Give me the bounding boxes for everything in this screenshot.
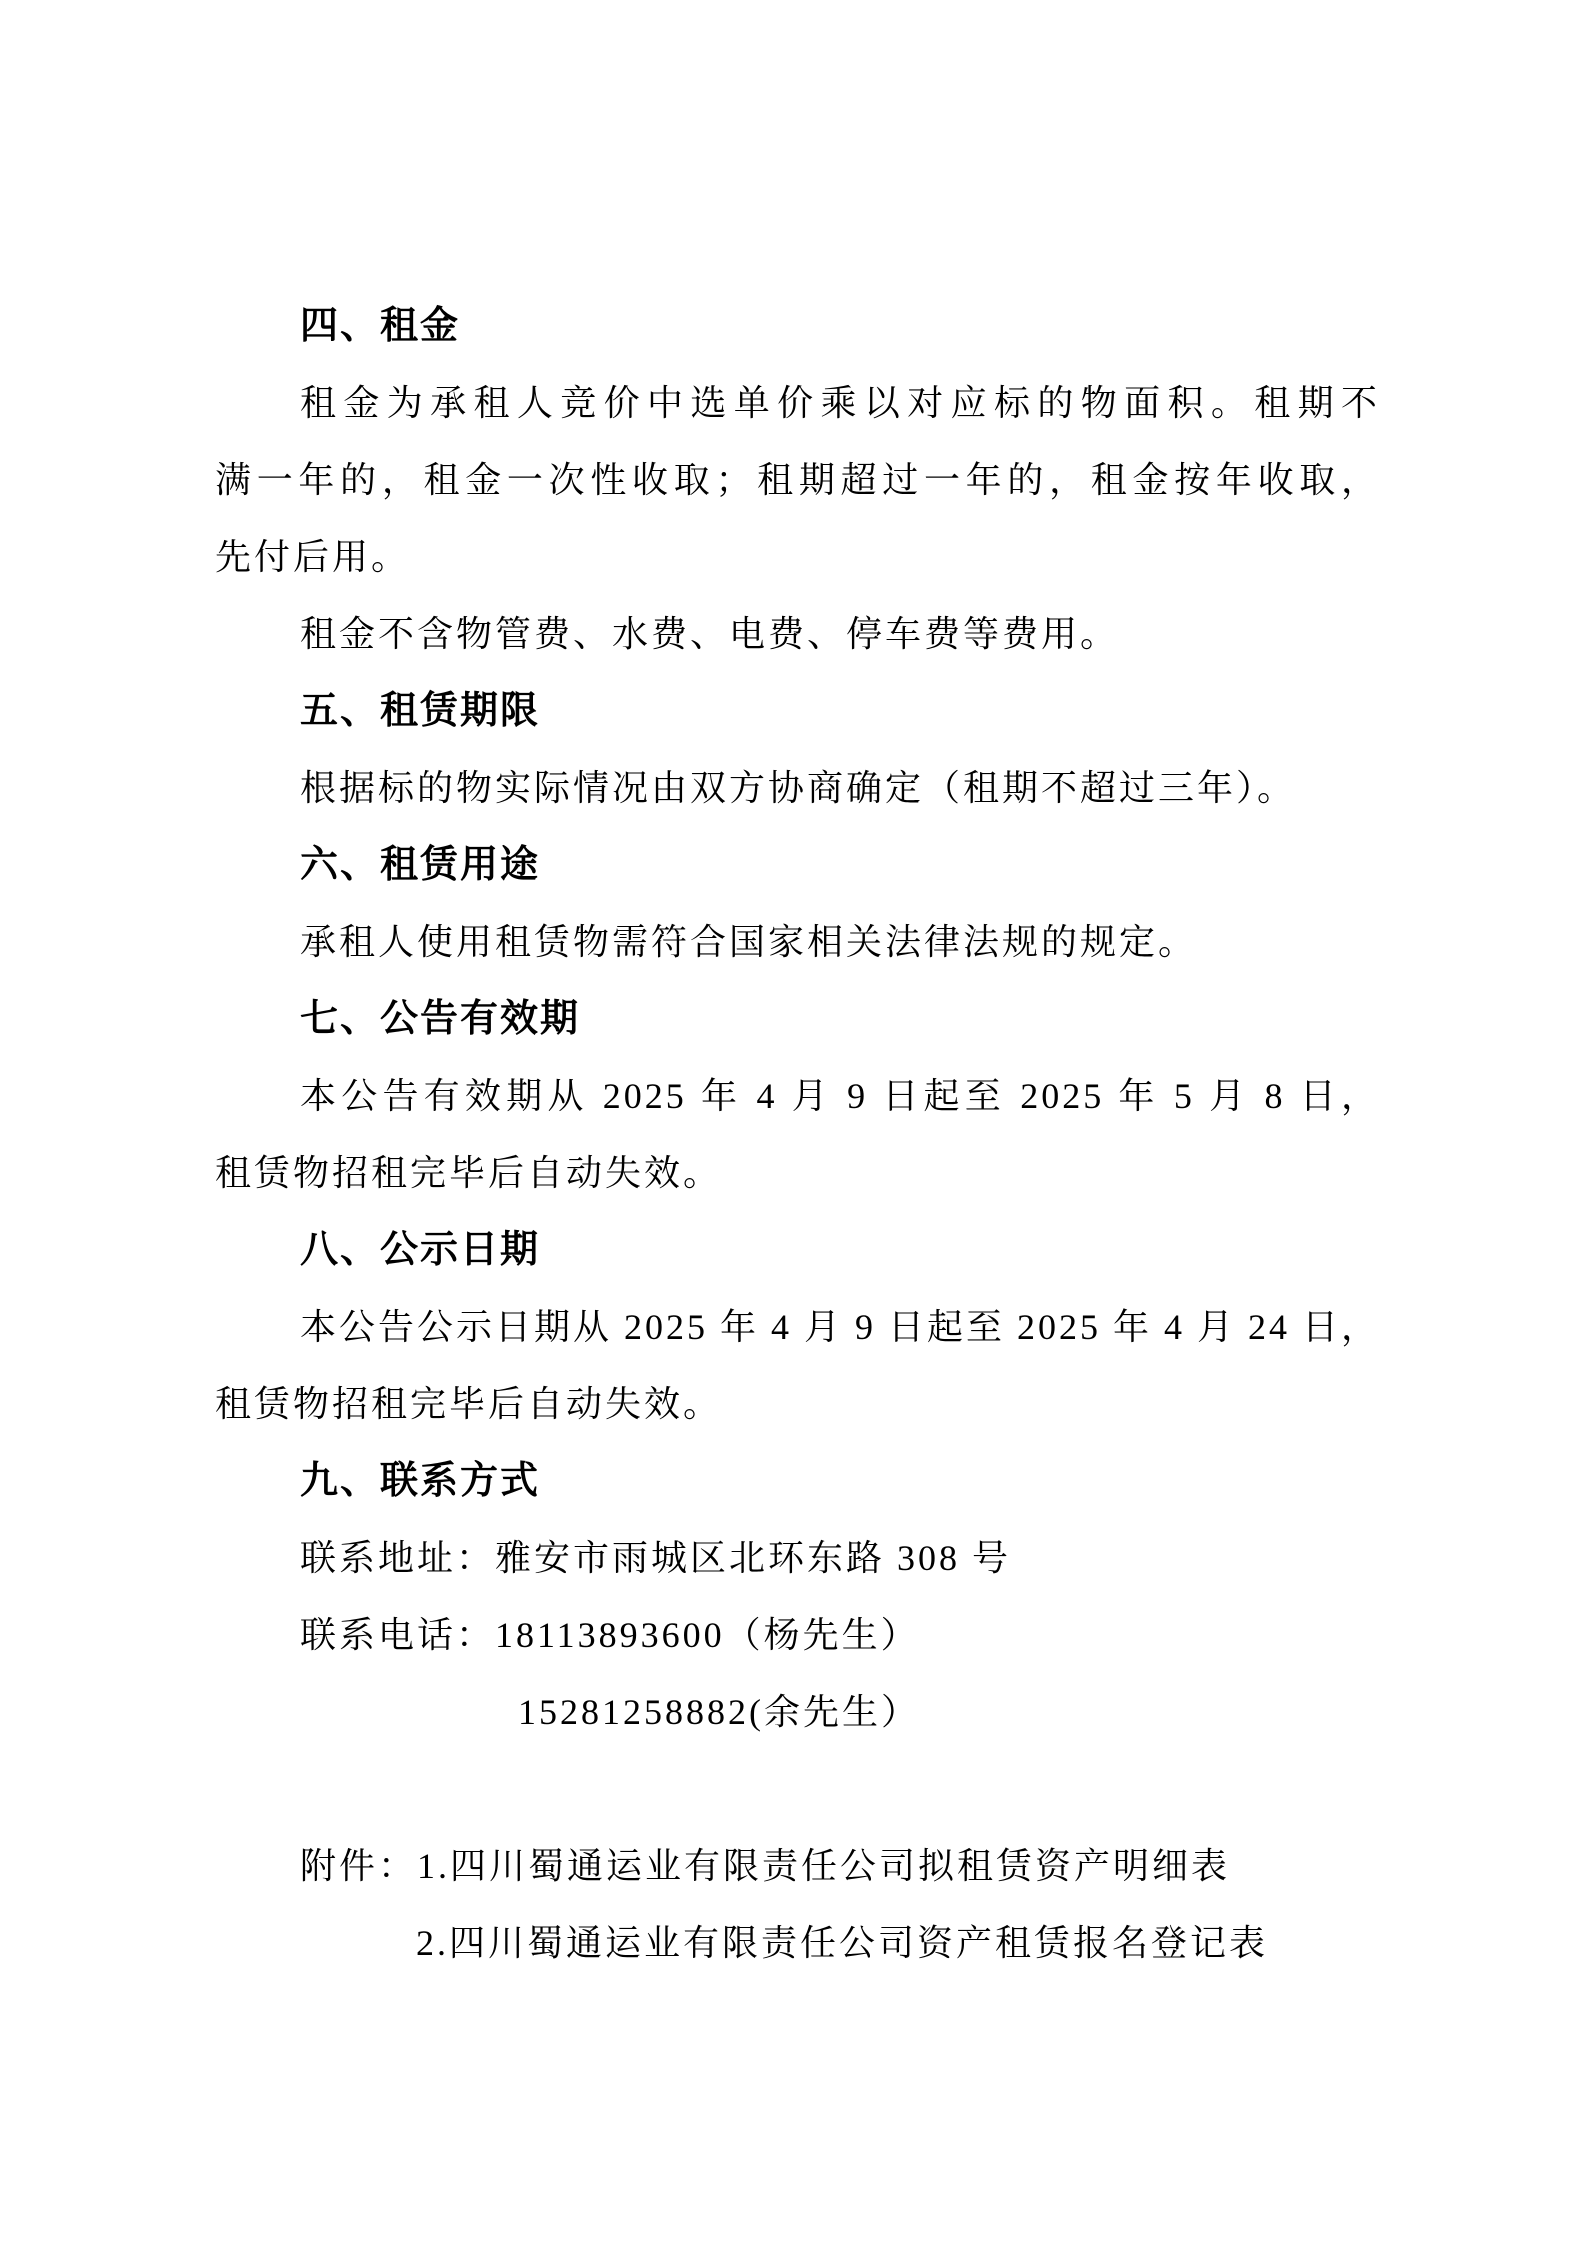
paragraph-line: 本公告公示日期从 2025 年 4 月 9 日起至 2025 年 4 月 24 日， bbox=[300, 1307, 1381, 1347]
paragraph-line: 租金为承租人竞价中选单价乘以对应标的物面积。租期不 bbox=[300, 383, 1380, 423]
paragraph-line: 本公告有效期从 2025 年 4 月 9 日起至 2025 年 5 月 8 日， bbox=[300, 1076, 1380, 1116]
contact-address-line: 联系地址：雅安市雨城区北环东路 308 号 bbox=[300, 1538, 1012, 1578]
heading-rent: 四、租金 bbox=[300, 305, 461, 347]
paragraph-line: 租赁物招租完毕后自动失效。 bbox=[215, 1384, 723, 1424]
paragraph-line: 满一年的，租金一次性收取；租期超过一年的，租金按年收取， bbox=[215, 460, 1380, 500]
contact-phone-line-2: 15281258882(余先生） bbox=[518, 1692, 920, 1732]
heading-contact-info: 九、联系方式 bbox=[300, 1460, 541, 1502]
attachment-line-2: 2.四川蜀通运业有限责任公司资产租赁报名登记表 bbox=[416, 1923, 1269, 1963]
blank-line bbox=[215, 1751, 1380, 1828]
heading-lease-use: 六、租赁用途 bbox=[300, 844, 541, 886]
contact-phone-line-1: 联系电话：18113893600（杨先生） bbox=[300, 1615, 920, 1655]
paragraph-line: 租金不含物管费、水费、电费、停车费等费用。 bbox=[300, 614, 1120, 654]
attachment-line-1: 附件：1.四川蜀通运业有限责任公司拟租赁资产明细表 bbox=[300, 1846, 1231, 1886]
heading-lease-term: 五、租赁期限 bbox=[300, 690, 541, 732]
paragraph-line: 先付后用。 bbox=[215, 537, 411, 577]
paragraph-line: 根据标的物实际情况由双方协商确定（租期不超过三年）。 bbox=[300, 768, 1297, 808]
heading-announcement-validity: 七、公告有效期 bbox=[300, 998, 581, 1040]
paragraph-line: 租赁物招租完毕后自动失效。 bbox=[215, 1153, 723, 1193]
paragraph-line: 承租人使用租赁物需符合国家相关法律法规的规定。 bbox=[300, 922, 1198, 962]
heading-publicity-date: 八、公示日期 bbox=[300, 1229, 541, 1271]
